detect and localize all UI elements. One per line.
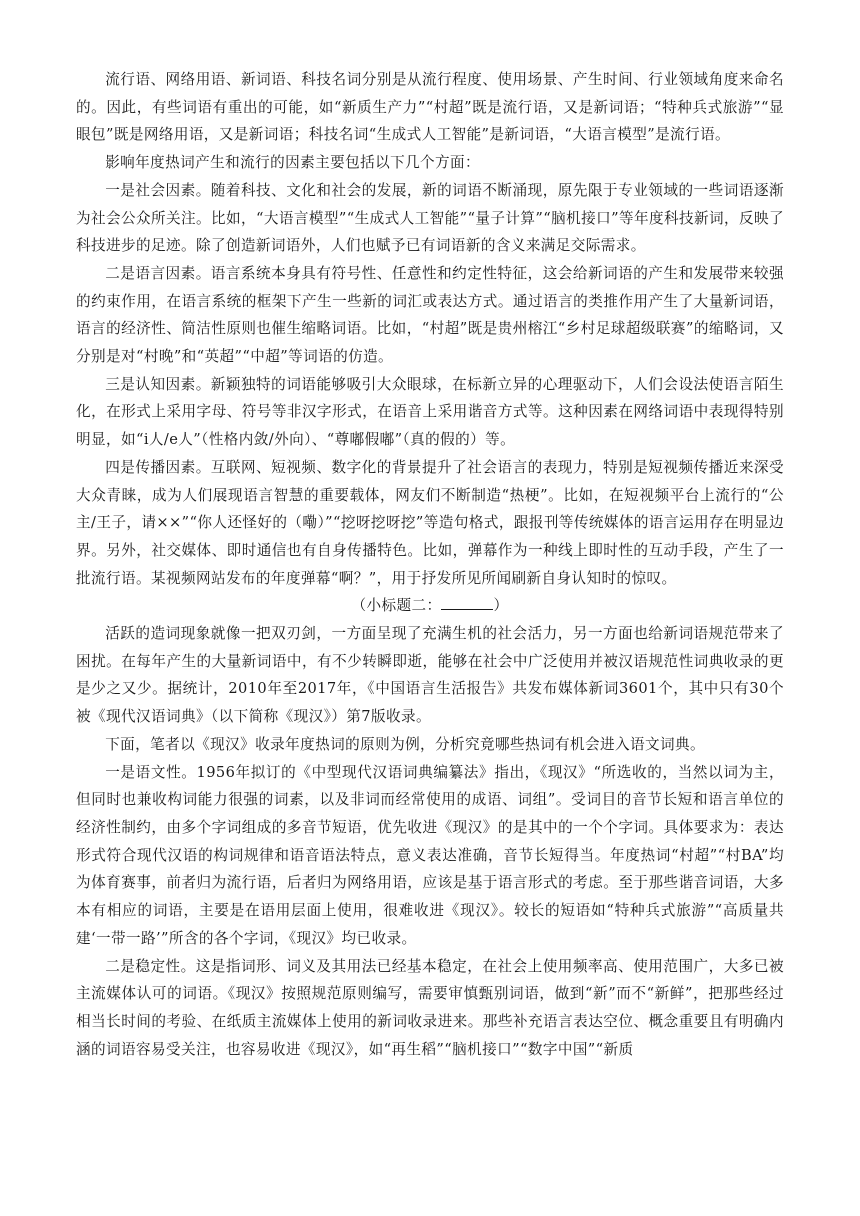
subtitle-blank <box>441 595 493 610</box>
paragraph-factors-intro: 影响年度热词产生和流行的因素主要包括以下几个方面： <box>105 154 481 172</box>
paragraph-social-factor: 一是社会因素。随着科技、文化和社会的发展，新的词语不断涌现，原先限于专业领域的一些词语逐渐为社会公众所关注。比如，“大语言模型”“生成式人工智能”“量子计算”“脑机接口”等年度科技新词，反映了科技进步的足迹。除了创造新词语外，人们也赋予已有词语新的含义来满足交际需求。 <box>76 181 784 255</box>
paragraph-communication-factor: 四是传播因素。互联网、短视频、数字化的背景提升了社会语言的表现力，特别是短视频传播近来深受大众青睐，成为人们展现语言智慧的重要载体，网友们不断制造“热梗”。比如，在短视频平台上流行的“公主/王子，请××”“你人还怪好的（嘞）”“挖呀挖呀挖”等造句格式，跟报刊等传统媒体的语言运用存在明显边界。另外，社交媒体、即时通信也有自身传播特色。比如，弹幕作为一种线上即时性的互动手段，产生了一批流行语。某视频网站发布的年度弹幕“啊？”，用于抒发所见所闻刷新自身认知时的惊叹。 <box>76 458 784 587</box>
subtitle-prefix: （小标题二： <box>351 597 442 615</box>
paragraph-double-edged-sword: 活跃的造词现象就像一把双刃剑，一方面呈现了充满生机的社会活力，另一方面也给新词语规范带来了困扰。在每年产生的大量新词语中，有不少转瞬即逝，能够在社会中广泛使用并被汉语规范性词典收录的更是少之又少。据统计，2010年至2017年，《中国语言生活报告》共发布媒体新词3601个，其中只有30个被《现代汉语词典》（以下简称《现汉》）第7版收录。 <box>76 625 784 726</box>
paragraph-stability: 二是稳定性。这是指词形、词义及其用法已经基本稳定，在社会上使用频率高、使用范围广，大多已被主流媒体认可的词语。《现汉》按照规范原则编写，需要审慎甄别词语，做到“新”而不“新鲜”，把那些经过相当长时间的考验、在纸质主流媒体上使用的新词收录进来。那些补充语言表达空位、概念重要且有明确内涵的词语容易受关注，也容易收进《现汉》，如“再生稻”“脑机接口”“数字中国”“新质 <box>76 957 784 1058</box>
paragraph-language-factor: 二是语言因素。语言系统本身具有符号性、任意性和约定性特征，这会给新词语的产生和发展带来较强的约束作用，在语言系统的框架下产生一些新的词汇或表达方式。通过语言的类推作用产生了大量新词语，语言的经济性、简洁性原则也催生缩略词语。比如，“村超”既是贵州榕江“乡村足球超级联赛”的缩略词，又分别是对“村晚”和“英超”“中超”等词语的仿造。 <box>76 264 784 366</box>
document-page <box>76 66 784 1063</box>
subtitle-two <box>76 592 784 620</box>
paragraph-linguistic-nature: 一是语文性。1956年拟订的《中型现代汉语词典编纂法》指出，《现汉》“所选收的，当然以词为主，但同时也兼收构词能力很强的词素，以及非词而经常使用的成语、词组”。受词目的音节长短和语言单位的经济性制约，由多个字词组成的多音节短语，优先收进《现汉》的是其中的一个个字词。具体要求为：表达形式符合现代汉语的构词规律和语音语法特点，意义表达准确，音节长短得当。年度热词“村超”“村BA”均为体育赛事，前者归为流行语，后者归为网络用语，应该是基于语言形式的考虑。至于那些谐音词语，大多本有相应的词语，主要是在语用层面上使用，很难收进《现汉》。较长的短语如“特种兵式旅游”“高质量共建‘一带一路’”所含的各个字词，《现汉》均已收录。 <box>76 763 784 947</box>
paragraph-dictionary-principles-intro: 下面，笔者以《现汉》收录年度热词的原则为例，分析究竟哪些热词有机会进入语文词典。 <box>105 735 705 753</box>
paragraph-naming-angles: 流行语、网络用语、新词语、科技名词分别是从流行程度、使用场景、产生时间、行业领域角度来命名的。因此，有些词语有重出的可能，如“新质生产力”“村超”既是流行语，又是新词语；“特种兵式旅游”“显眼包”既是网络用语，又是新词语；科技名词“生成式人工智能”是新词语，“大语言模型”是流行语。 <box>76 71 784 144</box>
subtitle-suffix: ） <box>493 597 509 615</box>
paragraph-cognitive-factor: 三是认知因素。新颖独特的词语能够吸引大众眼球，在标新立异的心理驱动下，人们会设法使语言陌生化，在形式上采用字母、符号等非汉字形式，在语音上采用谐音方式等。这种因素在网络词语中表现得特别明显，如“i人/e人”（性格内敛/外向）、“尊嘟假嘟”（真的假的）等。 <box>76 375 784 449</box>
